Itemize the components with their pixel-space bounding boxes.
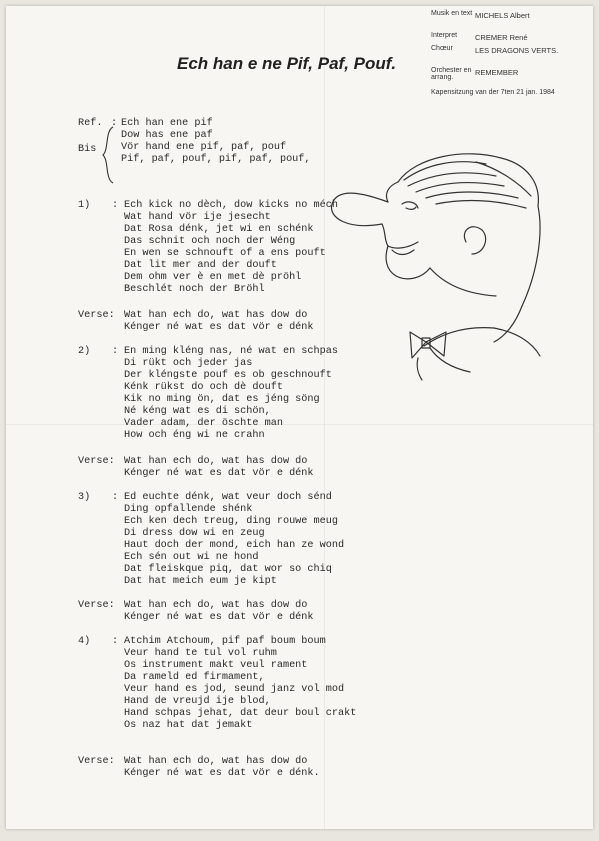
verse-label: Verse:: [78, 310, 115, 321]
stanza-line: Hand schpas jehat, dat deur boul crakt: [124, 708, 357, 719]
verse-label: Verse:: [78, 756, 115, 767]
credit-choeur-value: LES DRAGONS VERTS.: [475, 46, 559, 55]
stanza-line: Dat Rosa dénk, jet wi en schénk: [124, 224, 314, 235]
stanza-number: 2): [78, 346, 91, 357]
stanza-line: Atchim Atchoum, pif paf boum boum: [124, 636, 326, 647]
stanza-line: Wat hand vör ije jesecht: [124, 212, 271, 223]
verse-label: Verse:: [78, 456, 115, 467]
stanza-colon: :: [112, 636, 119, 647]
stanza-line: Ech kick no dèch, dow kicks no méch: [124, 200, 338, 211]
stanza-line: Beschlét noch der Bröhl: [124, 284, 265, 295]
stanza-line: Os instrument makt veul rament: [124, 660, 308, 671]
stanza-line: En wen se schnouft of a ens pouft: [124, 248, 326, 259]
stanza-line: Kénk rükst do och dè douft: [124, 382, 283, 393]
verse-line: Kénger né wat es dat vör e dénk: [124, 612, 314, 623]
refrain-bis-label: Bis: [78, 144, 97, 155]
refrain-label: Ref.: [78, 118, 103, 129]
verse-line: Kénger né wat es dat vör e dénk: [124, 468, 314, 479]
lyrics-sheet: [6, 6, 593, 829]
refrain-line: Vör hand ene pif, paf, pouf: [121, 142, 287, 153]
refrain-line: Dow has ene paf: [121, 130, 213, 141]
credits-block: [431, 10, 591, 102]
verse-line: Wat han ech do, wat has dow do: [124, 756, 308, 767]
refrain-colon: :: [111, 118, 118, 129]
verse-line: Kénger né wat es dat vör e dénk.: [124, 768, 320, 779]
song-title: Ech han e ne Pif, Paf, Pouf.: [177, 54, 397, 73]
stanza-line: Ding opfallende shénk: [124, 504, 253, 515]
stanza-line: Di rükt och jeder jas: [124, 358, 253, 369]
stanza-line: Né kéng wat es di schön,: [124, 406, 271, 417]
stanza-line: Das schnit och noch der Wéng: [124, 236, 296, 247]
verse-line: Wat han ech do, wat has dow do: [124, 600, 308, 611]
stanza-line: Ech sén out wi ne hond: [124, 552, 259, 563]
credit-musik: [431, 10, 591, 32]
credit-kapesitzung: [431, 89, 591, 102]
refrain-brace: [101, 125, 115, 185]
credit-interpret: [431, 32, 591, 45]
credit-choeur: [431, 45, 591, 67]
stanza-line: Di dress dow wi en zeug: [124, 528, 265, 539]
stanza-number: 3): [78, 492, 91, 503]
stanza-line: How och éng wi ne crahn: [124, 430, 265, 441]
stanza-colon: :: [112, 200, 119, 211]
verse-line: Wat han ech do, wat has dow do: [124, 310, 308, 321]
credit-interpret-label: Interpret: [431, 32, 458, 39]
credit-choeur-label: Chœur: [431, 45, 453, 52]
stanza-line: En ming kléng nas, né wat en schpas: [124, 346, 338, 357]
stanza-line: Dat fleiskque piq, dat wor so chiq: [124, 564, 332, 575]
credit-musik-label: Musik en text: [431, 10, 473, 17]
verse-line: Wat han ech do, wat has dow do: [124, 456, 308, 467]
stanza-line: Veur hand te tul vol ruhm: [124, 648, 277, 659]
paper-fold-vertical: [324, 6, 325, 829]
credit-musik-value: MICHELS Albert: [475, 11, 530, 20]
verse-label: Verse:: [78, 600, 115, 611]
stanza-number: 1): [78, 200, 91, 211]
stanza-colon: :: [112, 492, 119, 503]
verse-line: Kénger né wat es dat vör e dénk: [124, 322, 314, 333]
credit-interpret-value: CREMER René: [475, 33, 528, 42]
stanza-colon: :: [112, 346, 119, 357]
stanza-line: Dem ohm ver è en met dè pröhl: [124, 272, 302, 283]
caricature-drawing: [326, 146, 556, 386]
stanza-line: Ed euchte dénk, wat veur doch sénd: [124, 492, 332, 503]
stanza-line: Haut doch der mond, eich han ze wond: [124, 540, 345, 551]
stanza-line: Ech ken dech treug, ding rouwe meug: [124, 516, 338, 527]
stanza-line: Os naz hat dat jemakt: [124, 720, 253, 731]
credit-orchester-label: Orchester en arrang.: [431, 67, 472, 81]
stanza-line: Kik no ming ön, dat es jéng söng: [124, 394, 320, 405]
credit-kapesitzung-text: Kapensitzung van der 7ten 21 jan. 1984: [431, 89, 555, 96]
stanza-line: Hand de vreujd ije blod,: [124, 696, 271, 707]
stanza-line: Dat lit mer and der douft: [124, 260, 277, 271]
stanza-line: Der kléngste pouf es ob geschnouft: [124, 370, 332, 381]
stanza-line: Vader adam, der öschte man: [124, 418, 283, 429]
credit-orchester-value: REMEMBER: [475, 68, 519, 77]
credit-orchester: [431, 67, 591, 89]
refrain-line: Pif, paf, pouf, pif, paf, pouf,: [121, 154, 311, 165]
stanza-number: 4): [78, 636, 91, 647]
stanza-line: Veur hand es jod, seund janz vol mod: [124, 684, 345, 695]
stanza-line: Dat hat meich eum je kipt: [124, 576, 277, 587]
stanza-line: Da rameld ed firmament,: [124, 672, 265, 683]
refrain-line: Ech han ene pif: [121, 118, 213, 129]
paper-fold-horizontal: [6, 424, 593, 425]
